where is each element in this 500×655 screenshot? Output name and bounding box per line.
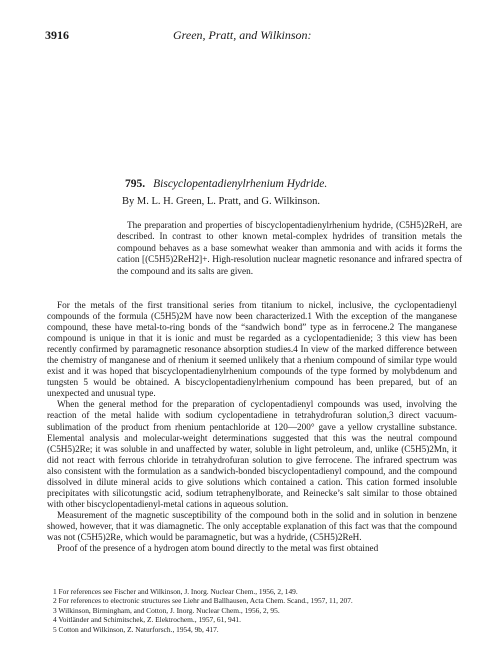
footnote: 1 For references see Fischer and Wilkinson, J. Inorg. Nuclear Chem., 1956, 2, 149. [53, 587, 298, 596]
running-title: Green, Pratt, and Wilkinson: [173, 28, 312, 42]
article-title [125, 178, 327, 190]
running-head [45, 28, 455, 44]
footnote: 3 Wilkinson, Birmingham, and Cotton, J. Inorg. Nuclear Chem., 1956, 2, 95. [53, 605, 280, 615]
footnote: 4 Voitländer and Schimitschek, Z. Elektrochem., 1957, 61, 941. [53, 615, 241, 625]
author-byline: By M. L. H. Green, L. Pratt, and G. Wilkinson. [122, 196, 320, 207]
article-number: 795. [125, 178, 146, 190]
article-body [47, 300, 457, 554]
body-paragraph: When the general method for the preparation of cyclopentadienyl compounds was used, involving the reaction of the metal halide with sodium cyclopentadiene in tetrahydrofuran solution,3 direct vacuum-sublimation of the product from rhenium pentachloride at 120—200° gave a yellow crystalline substance. Elemental analysis and molecular-weight determinations suggested that this was the neutral compound (C5H5)2Re; it was soluble in and unaffected by water, soluble in light petroleum, and, unlike (C5H5)2Mn, it did not react with ferrous chloride in tetrahydrofuran solution to give ferrocene. The infrared spectrum was also consistent with the formulation as a sandwich-bonded biscyclopentadienyl compound, and the compound dissolved in dilute mineral acids to give solutions which contained a cation. This cation formed insoluble precipitates with silicotungstic acid, sodium tetraphenylborate, and Reinecke’s salt similar to those obtained with other biscyclopentadienyl-metal cations in aqueous solution. [47, 399, 457, 509]
body-paragraph: For the metals of the first transitional series from titanium to nickel, inclusive, the cyclopentadienyl compounds of the formula (C5H5)2M have now been characterized.1 With the exception of the manganese compound, these have metal-to-ring bonds of the “sandwich bond” type as in ferrocene.2 The manganese compound is unique in that it is ionic and must be regarded as a cyclopentadienide; 3 this view has been recently confirmed by paramagnetic resonance absorption studies.4 In view of the marked difference between the chemistry of manganese and of rhenium it seemed unlikely that a rhenium compound of similar type would exist and it was hoped that biscyclopentadienylrhenium compounds of the type formed by molybdenum and tungsten 5 would be obtained. A biscyclopentadienylrhenium compound has been prepared, but of an unexpected and unusual type. [47, 300, 457, 399]
footnote: 2 For references to electronic structures see Liehr and Ballhausen, Acta Chem. Scand., 1957, 11, 207. [53, 596, 353, 606]
article-title-text: Biscyclopentadienylrhenium Hydride. [153, 178, 328, 190]
abstract: The preparation and properties of biscyclopentadienylrhenium hydride, (C5H5)2ReH, are described. In contrast to other known metal-complex hydrides of transition metals the compound behaves as a base somewhat weaker than ammonia and with acids it forms the cation [(C5H5)2ReH2]+. High-resolution nuclear magnetic resonance and infrared spectra of the compound and its salts are given. [117, 220, 462, 276]
footnotes [47, 587, 457, 634]
body-paragraph: Proof of the presence of a hydrogen atom bound directly to the metal was first obtained [57, 543, 379, 554]
footnote: 5 Cotton and Wilkinson, Z. Naturforsch., 1954, 9b, 417. [53, 624, 219, 634]
page-number: 3916 [45, 28, 69, 42]
body-paragraph: Measurement of the magnetic susceptibility of the compound both in the solid and in solution in benzene showed, however, that it was diamagnetic. The only acceptable explanation of this fact was that the compound was not (C5H5)2Re, which would be paramagnetic, but was a hydride, (C5H5)2ReH. [47, 509, 457, 542]
